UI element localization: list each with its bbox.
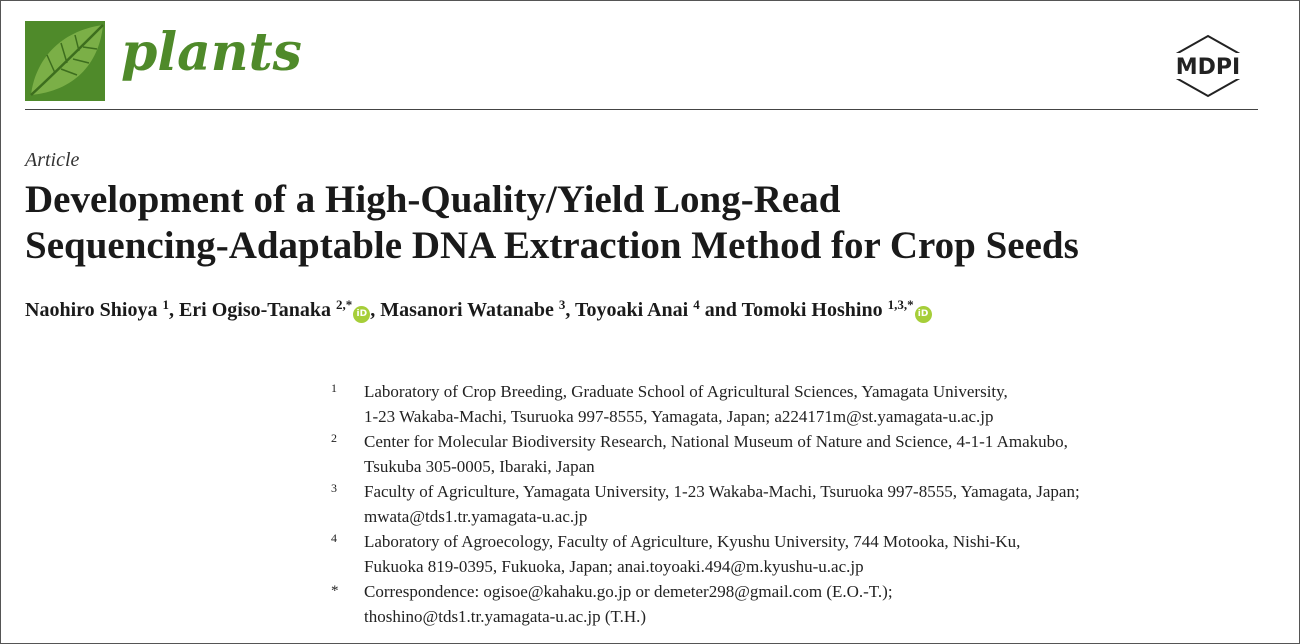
- correspondence-line: Correspondence: ogisoe@kahaku.go.jp or demeter298@gmail.com (E.O.-T.);: [364, 582, 893, 601]
- author-name: Toyoaki Anai: [574, 299, 689, 321]
- affiliation-mark: 3: [331, 481, 337, 495]
- author-name: Naohiro Shioya: [25, 299, 158, 321]
- journal-name: plants: [121, 22, 302, 83]
- correspondence-item: [331, 579, 1261, 629]
- affiliation-line: Faculty of Agriculture, Yamagata University, 1-23 Wakaba-Machi, Tsuruoka 997-8555, Yamagata, Japan;: [364, 482, 1080, 501]
- correspondence-line: thoshino@tds1.tr.yamagata-u.ac.jp (T.H.): [364, 607, 647, 626]
- affiliation-item: [331, 479, 1261, 529]
- correspondence-mark: *: [331, 583, 339, 599]
- author-name: Eri Ogiso-Tanaka: [178, 299, 332, 321]
- author-list: Naohiro Shioya $^1$, Eri Ogiso-Tanaka $^{2,*}$iD , Masanori Watanabe $^3$, Toyoaki Anai $^4$ and Tomoki Hoshino $^{1,3,*}$iD: [25, 299, 1275, 323]
- affiliation-mark: 2: [331, 431, 337, 445]
- affiliation-mark: 1: [331, 381, 337, 395]
- affiliation-line: Fukuoka 819-0395, Fukuoka, Japan; anai.toyoaki.494@m.kyushu-u.ac.jp: [364, 557, 864, 576]
- author-affiliation-mark: 4: [693, 297, 700, 312]
- affiliation-line: Center for Molecular Biodiversity Research, National Museum of Nature and Science, 4-1-1 Amakubo,: [364, 432, 1068, 451]
- mdpi-logo-text: MDPI: [1175, 55, 1241, 80]
- author-name: Masanori Watanabe: [380, 299, 554, 321]
- affiliation-item: [331, 429, 1261, 479]
- author-affiliation-mark: 1: [162, 297, 169, 312]
- title-line-1: Development of a High-Quality/Yield Long-Read: [25, 178, 841, 221]
- orcid-icon[interactable]: iD: [353, 306, 370, 323]
- affiliation-item: [331, 529, 1261, 579]
- journal-logo-leaf-icon: [25, 21, 105, 101]
- article-type: Article: [25, 149, 80, 171]
- affiliation-line: Laboratory of Crop Breeding, Graduate School of Agricultural Sciences, Yamagata University,: [364, 382, 1008, 401]
- affiliation-line: mwata@tds1.tr.yamagata-u.ac.jp: [364, 507, 588, 526]
- header-divider: [25, 109, 1258, 110]
- affiliation-line: Tsukuba 305-0005, Ibaraki, Japan: [364, 457, 595, 476]
- affiliation-item: [331, 379, 1261, 429]
- author-connector: and: [704, 299, 737, 321]
- author-affiliation-mark: 3: [558, 297, 566, 312]
- article-title: [25, 177, 1275, 269]
- author-affiliation-mark: 1,3,*: [887, 297, 914, 312]
- affiliation-mark: 4: [331, 531, 337, 545]
- title-line-2: Sequencing-Adaptable DNA Extraction Method for Crop Seeds: [25, 224, 1079, 267]
- author-name: Tomoki Hoshino: [741, 299, 883, 321]
- affiliation-line: 1-23 Wakaba-Machi, Tsuruoka 997-8555, Yamagata, Japan; a224171m@st.yamagata-u.ac.jp: [364, 407, 994, 426]
- affiliation-list: [331, 379, 1261, 629]
- author-affiliation-mark: 2,*: [336, 297, 353, 312]
- affiliation-line: Laboratory of Agroecology, Faculty of Agriculture, Kyushu University, 744 Motooka, Nishi-Ku,: [364, 532, 1021, 551]
- mdpi-logo: [1156, 33, 1261, 99]
- orcid-icon[interactable]: iD: [915, 306, 932, 323]
